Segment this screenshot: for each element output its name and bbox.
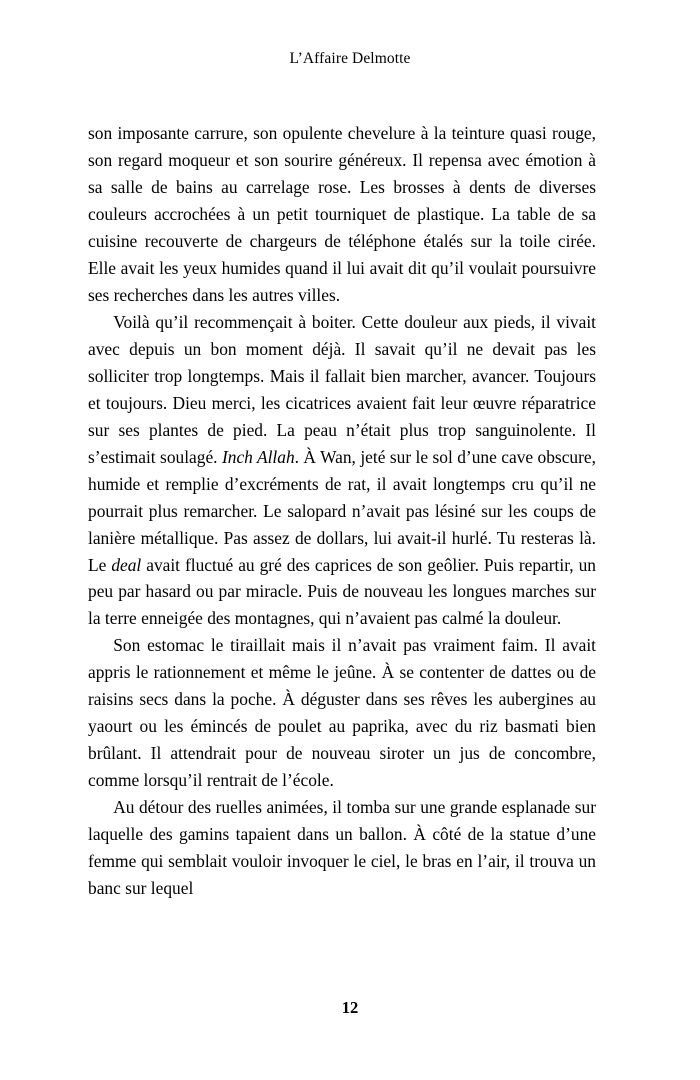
emphasis-text: Inch Allah: [221, 446, 295, 467]
running-head: L’Affaire Delmotte: [289, 50, 411, 67]
paragraph: Au détour des ruelles animées, il tomba sur une grande esplanade sur laquelle des gamins tapaient dans un ballon. À côté de la statue d’une femme qui semblait vouloir invoquer le ciel, le bras en l’air, il trouva un banc sur lequel: [88, 797, 596, 899]
page-number: 12: [341, 998, 359, 1017]
body-text: [88, 120, 596, 902]
paragraph: Son estomac le tiraillait mais il n’avait pas vraiment faim. Il avait appris le rationnement et même le jeûne. À se contenter de dattes ou de raisins secs dans la poche. À déguster dans ses rêves les aubergines au yaourt ou les émincés de poulet au paprika, avec du riz basmati bien brûlant. Il attendrait pour de nouveau siroter un jus de concombre, comme lorsqu’il rentrait de l’école.: [88, 635, 596, 791]
emphasis-text: deal: [111, 554, 142, 575]
paragraph: Voilà qu’il recommençait à boiter. Cette douleur aux pieds, il vivait avec depuis un bon moment déjà. Il savait qu’il ne devait pas les solliciter trop longtemps. Mais il fallait bien marcher, avancer. Toujours et toujours. Dieu merci, les cicatrices avaient fait leur œuvre réparatrice sur ses plantes de pied. La peau n’était plus trop sanguinolente. Il s’estimait soulagé. Inch Allah. À Wan, jeté sur le sol d’une cave obscure, humide et remplie d’excréments de rat, il avait longtemps cru qu’il ne pourrait plus remarcher. Le salopard n’avait pas lésiné sur les coups de lanière métallique. Pas assez de dollars, lui avait-il hurlé. Tu resteras là. Le deal avait fluctué au gré des caprices de son geôlier. Puis repartir, un peu par hasard ou par miracle. Puis de nouveau les longues marches sur la terre enneigée des montagnes, qui n’avaient pas calmé la douleur.: [88, 311, 596, 629]
paragraph: son imposante carrure, son opulente chevelure à la teinture quasi rouge, son regard moqueur et son sourire généreux. Il repensa avec émotion à sa salle de bains au carrelage rose. Les brosses à dents de diverses couleurs accrochées à un petit tourniquet de plastique. La table de sa cuisine recouverte de chargeurs de téléphone étalés sur la toile cirée. Elle avait les yeux humides quand il lui avait dit qu’il voulait poursuivre ses recherches dans les autres villes.: [88, 123, 596, 305]
